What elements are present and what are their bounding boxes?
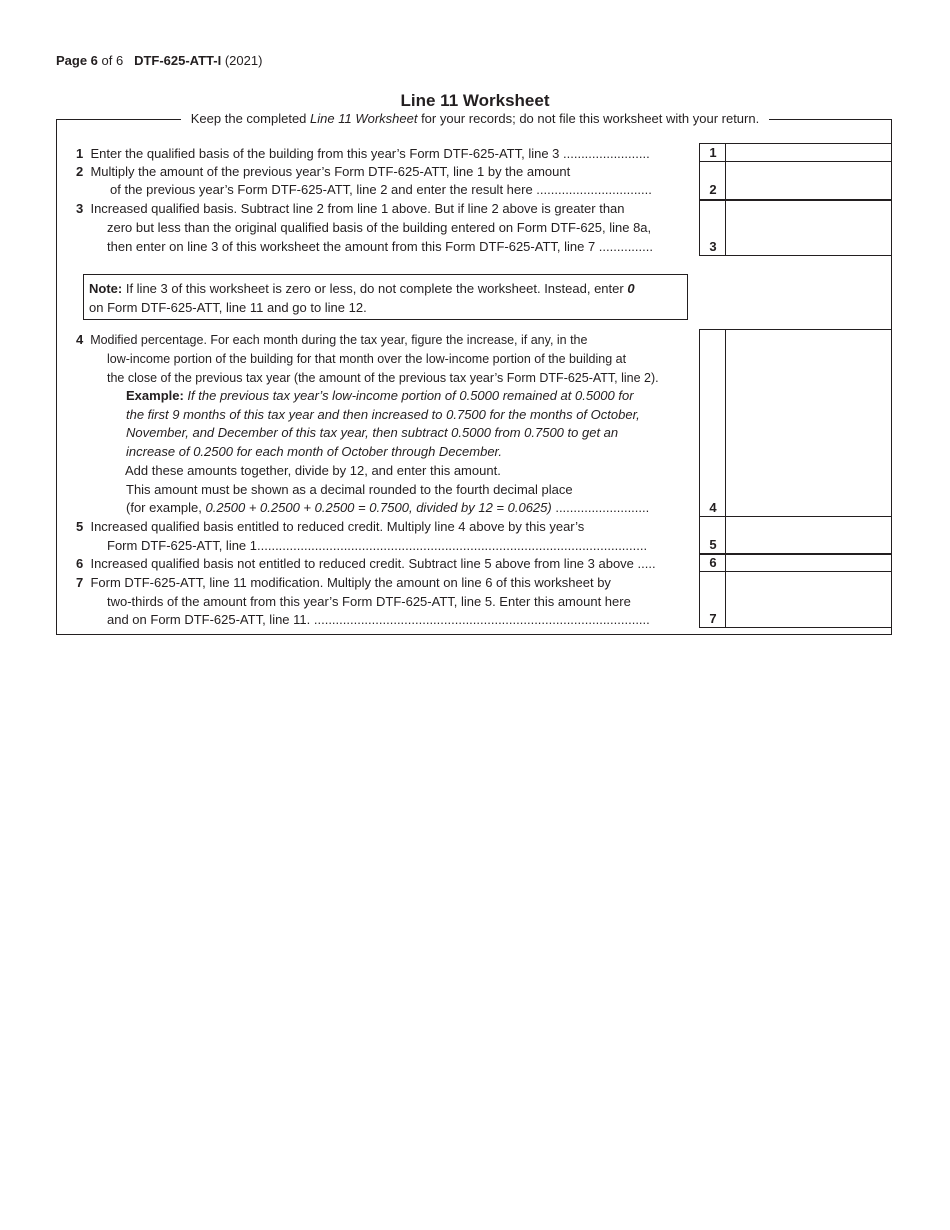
box-number-1: 1 — [709, 145, 717, 160]
page-header — [56, 53, 262, 68]
note-label: Note: — [89, 281, 123, 296]
line-3-cont-2: then enter on line 3 of this worksheet the amount from this Form DTF-625-ATT, line 7 ............... — [107, 239, 653, 254]
instruction-italic: Line 11 Worksheet — [310, 111, 418, 126]
line-4-example-2: the first 9 months of this tax year and then increased to 0.7500 for the months of October, — [126, 407, 640, 422]
form-id: DTF-625-ATT-I — [134, 53, 222, 68]
line-3: 3 Increased qualified basis. Subtract line 2 from line 1 above. But if line 2 above is greater than — [76, 201, 625, 216]
box-number-6: 6 — [709, 555, 717, 570]
box-number-3: 3 — [709, 239, 717, 254]
box-number-5: 5 — [709, 537, 717, 552]
line-2-amount-field[interactable] — [726, 162, 891, 198]
line-2: 2 Multiply the amount of the previous year’s Form DTF-625-ATT, line 1 by the amount — [76, 164, 571, 179]
line-7-amount-field[interactable] — [726, 572, 891, 626]
example-label: Example: — [126, 388, 184, 403]
box-number-4: 4 — [709, 500, 717, 515]
line-6: 6 Increased qualified basis not entitled to reduced credit. Subtract line 5 above from line 3 above ..... — [76, 556, 656, 571]
line-4-example-formula: (for example, 0.2500 + 0.2500 + 0.2500 = 0.7500, divided by 12 = 0.0625) .......................... — [126, 500, 650, 515]
page-number: Page 6 — [56, 53, 98, 68]
line-4: 4 Modified percentage. For each month during the tax year, figure the increase, if any, in the — [76, 332, 588, 347]
note-zero: 0 — [627, 281, 635, 296]
line-5-amount-field[interactable] — [726, 517, 891, 552]
line-2-cont: of the previous year’s Form DTF-625-ATT, line 2 and enter the result here ................................ — [110, 182, 652, 197]
box-number-7: 7 — [709, 611, 717, 626]
line-1-amount-field[interactable] — [726, 144, 891, 160]
line-7-cont-1: two-thirds of the amount from this year’s Form DTF-625-ATT, line 5. Enter this amount here — [107, 594, 631, 609]
line-4-example: Example: If the previous tax year’s low-income portion of 0.5000 remained at 0.5000 for — [126, 388, 634, 403]
line-6-amount-field[interactable] — [726, 555, 891, 570]
worksheet-instruction: Keep the completed Line 11 Worksheet for your records; do not file this worksheet with your return. — [0, 111, 950, 126]
line-4-instruction-1: Add these amounts together, divide by 12, and enter this amount. — [125, 463, 501, 478]
line-4-cont-1: low-income portion of the building for that month over the low-income portion of the building at — [107, 352, 627, 366]
line-5-cont: Form DTF-625-ATT, line 1............................................................................................................ — [107, 538, 648, 553]
line-4-example-3: November, and December of this tax year, then subtract 0.5000 from 0.7500 to get an — [126, 425, 619, 440]
box-number-2: 2 — [709, 182, 717, 197]
form-year: (2021) — [221, 53, 263, 68]
line-5: 5 Increased qualified basis entitled to reduced credit. Multiply line 4 above by this year’s — [76, 519, 585, 534]
line-1: 1 Enter the qualified basis of the building from this year’s Form DTF-625-ATT, line 3 ........................ — [76, 146, 650, 161]
line-3-cont-1: zero but less than the original qualified basis of the building entered on Form DTF-625, line 8a, — [107, 220, 652, 235]
line-4-example-4: increase of 0.2500 for each month of October through December. — [126, 444, 503, 459]
note-box: Note: If line 3 of this worksheet is zero or less, do not complete the worksheet. Instead, enter 0 on Form DTF-625-ATT, line 11 and go to line 12. — [83, 274, 688, 320]
line-4-cont-2: the close of the previous tax year (the amount of the previous tax year’s Form DTF-625-ATT, line 2). — [107, 371, 659, 385]
line-4-instruction-2: This amount must be shown as a decimal rounded to the fourth decimal place — [126, 482, 573, 497]
page-total: of 6 — [97, 53, 124, 68]
line-3-amount-field[interactable] — [726, 201, 891, 254]
line-4-amount-field[interactable] — [726, 330, 891, 515]
worksheet-title: Line 11 Worksheet — [400, 91, 550, 110]
line-7-cont-2: and on Form DTF-625-ATT, line 11. ............................................................................................. — [107, 612, 650, 627]
line-7: 7 Form DTF-625-ATT, line 11 modification. Multiply the amount on line 6 of this worksheet by — [76, 575, 611, 590]
